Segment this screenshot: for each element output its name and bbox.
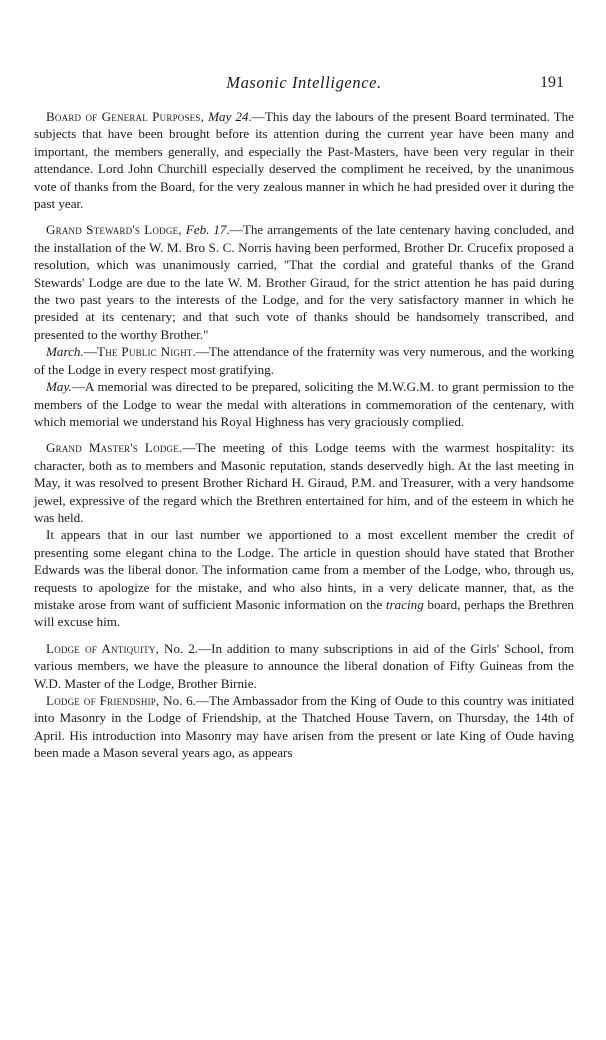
- paragraph-lodge-of-antiquity: [34, 640, 574, 692]
- section-lead: Board of General Purposes,: [46, 109, 205, 124]
- section-date: May 24: [208, 109, 249, 124]
- section-lead: Grand Master's Lodge.: [46, 440, 183, 456]
- paragraph-text: .—This day the labours of the present Board terminated. The subjects that have been brought before its attention during the current year have been many and important, the members generally, and especially the Past-Masters, have been very regular in their attendance. Lord John Churchill especially deserved the compliment he received, by the unanimous vote of thanks from the Board, for the very zealous manner in which he had presided over it during the past year.: [34, 109, 574, 212]
- running-head: [34, 74, 574, 98]
- paragraph-text: —A memorial was directed to be prepared, soliciting the M.W.G.M. to grant permission to the members of the Lodge to wear the medal with alterations in commemoration of the centenary, with which memorial we understand his Royal Highness has very graciously complied.: [34, 379, 574, 429]
- section-subhead: —The Public Night: [83, 344, 193, 360]
- section-lead: May.: [46, 379, 72, 395]
- section-lead: Grand Steward's Lodge,: [46, 222, 182, 238]
- paragraph-grand-masters-lodge: [34, 439, 574, 526]
- paragraph-grand-stewards-lodge: [34, 221, 574, 343]
- emphasis-text: tracing: [385, 596, 424, 612]
- paragraph-text: —The meeting of this Lodge teems with the warmest hospitality: its character, both as to members and Masonic reputation, stands deservedly high. At the last meeting in May, it was resolved to present Brother Richard H. Giraud, P.M. and Treasurer, with a very handsome jewel, expressive of the regard which the Brethren entertained for him, and of the esteem in which he was held.: [34, 440, 575, 525]
- paragraph-correction: [34, 526, 574, 630]
- article-body: [34, 108, 574, 762]
- paragraph-text: .—The attendance of the fraternity was very numerous, and the working of the Lodge in every respect most gratifying.: [34, 344, 574, 377]
- paragraph-board-of-general-purposes: [34, 108, 574, 212]
- paragraph-lodge-of-friendship: [34, 692, 574, 762]
- section-lead: Lodge of Friendship,: [46, 693, 160, 708]
- paragraph-may: [34, 378, 574, 430]
- section-lead: Lodge of Antiquity,: [46, 640, 160, 656]
- paragraph-text: No. 6.—The Ambassador from the King of Oude to this country was initiated into Masonry in the Lodge of Friendship, at the Thatched House Tavern, on Thursday, the 14th of April. His introduction into Masonry may have arisen from the present or late King of Oude having been made a Mason several years ago, as appears: [34, 693, 575, 761]
- paragraph-text: It appears that in our last number we apportioned to a most excellent member the credit of presenting some elegant china to the Lodge. The article in question should have stated that Brother Edwards was the liberal donor. The information came from a member of the Lodge, who, through us, requests to apologize for the mistake, and who also hints, in a very delicate manner, that, as the mistake arose from want of sufficient Masonic information on the: [34, 527, 574, 612]
- section-lead: March.: [46, 344, 84, 360]
- paragraph-march: [34, 343, 574, 378]
- running-title: Masonic Intelligence.: [226, 73, 382, 92]
- paragraph-text: No. 2.—In addition to many subscriptions in aid of the Girls' School, from various members, we have the pleasure to announce the liberal donation of Fifty Guineas from the W.D. Master of the Lodge, Brother Birnie.: [34, 640, 574, 691]
- paragraph-text: .—The arrangements of the late centenary having concluded, and the installation of the W. M. Bro S. C. Norris having been performed, Brother Dr. Crucefix proposed a resolution, which was unanimously carried, "That the cordial and grateful thanks of the Grand Stewards' Lodge are due to the late W. M. Brother Giraud, for the strict attention he has paid during the two past years to the interests of the Lodge, and for the very satisfactory manner in which he presided at its centenary; and that such vote of thanks should be handsomely transcribed, and presented to the worthy Brother.": [34, 222, 574, 342]
- page-number: 191: [540, 74, 564, 91]
- paragraph-text-end: board, perhaps the Brethren will excuse him.: [34, 596, 574, 630]
- section-date: Feb. 17: [185, 222, 227, 238]
